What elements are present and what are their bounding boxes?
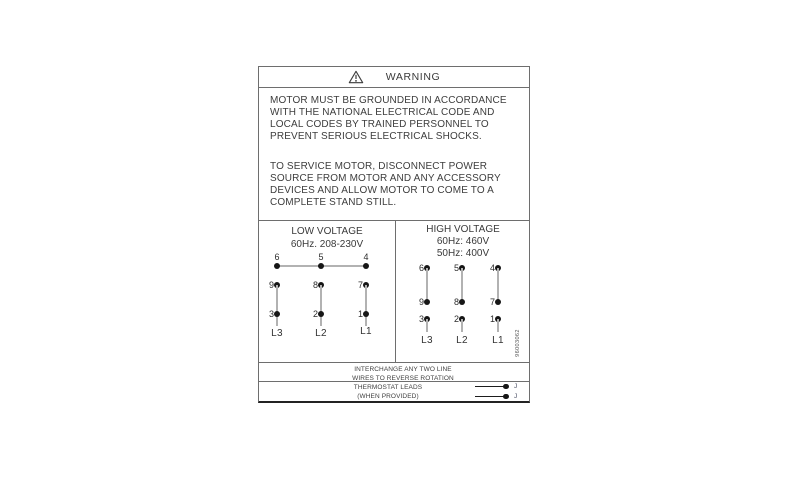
high-voltage-title: [397, 221, 529, 260]
terminal-dot: [363, 263, 369, 269]
terminal-dot: [318, 311, 324, 317]
connector-line: [320, 285, 322, 326]
lead-label: J: [514, 382, 518, 390]
lead-wire-line: [475, 396, 506, 398]
terminal-number: 4: [363, 252, 369, 262]
lead-terminal-dot: [503, 394, 509, 400]
part-number: 96003062: [515, 329, 521, 357]
terminal-dot: [274, 263, 280, 269]
thermostat-note-row: [259, 381, 529, 404]
terminal-number: 3: [268, 309, 274, 319]
warning-title: WARNING: [385, 71, 441, 83]
warning-triangle-icon: [348, 70, 364, 84]
warning-paragraph-grounding: MOTOR MUST BE GROUNDED IN ACCORDANCE WITH THE NATIONAL ELECTRICAL CODE AND LOCAL CODES BY TRAINED PERSONNEL TO PREVENT SERIOUS ELECTRICAL SHOCKS.: [270, 95, 507, 142]
lead-wire-line: [475, 386, 506, 388]
thermostat-lead-symbol: [475, 393, 523, 400]
line-lead-label: L2: [315, 328, 327, 339]
warning-text-section: [259, 88, 529, 220]
high-voltage-title-line: HIGH VOLTAGE: [426, 224, 500, 235]
interchange-note-line1: INTERCHANGE ANY TWO LINE: [354, 365, 452, 373]
terminal-dot: [318, 263, 324, 269]
connector-line: [426, 268, 428, 302]
connector-line: [461, 268, 463, 302]
terminal-dot: [274, 311, 280, 317]
connector-line: [461, 319, 463, 332]
line-lead-label: L1: [360, 326, 372, 337]
connector-line: [426, 319, 428, 332]
interchange-note-row: [259, 362, 529, 381]
connector-line: [365, 285, 367, 326]
line-lead-label: L2: [456, 335, 468, 346]
low-voltage-title: [259, 221, 395, 251]
terminal-number: 8: [312, 280, 318, 290]
motor-warning-label: [258, 66, 530, 403]
voltage-diagrams-section: [259, 220, 529, 362]
high-voltage-panel: [397, 221, 529, 362]
terminal-number: 1: [489, 314, 495, 324]
thermostat-lead-symbol: [475, 383, 523, 390]
terminal-dot: [363, 311, 369, 317]
terminal-number: 8: [453, 297, 459, 307]
terminal-dot: [459, 299, 465, 305]
line-lead-label: L1: [492, 335, 504, 346]
terminal-number: 6: [418, 263, 424, 273]
warning-header: [259, 67, 529, 88]
thermostat-note-line1: THERMOSTAT LEADS: [353, 383, 423, 391]
low-voltage-subtitle: 60Hz. 208-230V: [290, 238, 364, 250]
connector-line: [497, 268, 499, 302]
terminal-number: 2: [453, 314, 459, 324]
terminal-number: 7: [489, 297, 495, 307]
terminal-number: 5: [453, 263, 459, 273]
terminal-number: 7: [357, 280, 363, 290]
terminal-dot: [424, 299, 430, 305]
terminal-number: 3: [418, 314, 424, 324]
high-voltage-subtitle-60hz: 60Hz: 460V: [436, 236, 490, 247]
terminal-number: 6: [274, 252, 280, 262]
terminal-number: 9: [418, 297, 424, 307]
low-voltage-title-line: LOW VOLTAGE: [291, 226, 363, 237]
lead-terminal-dot: [503, 384, 509, 390]
low-voltage-panel: [259, 221, 396, 362]
terminal-number: 4: [489, 263, 495, 273]
thermostat-note-line2: (WHEN PROVIDED): [357, 393, 419, 401]
line-lead-label: L3: [421, 335, 433, 346]
connector-line: [497, 319, 499, 332]
terminal-number: 1: [357, 309, 363, 319]
terminal-number: 2: [312, 309, 318, 319]
terminal-number: 9: [268, 280, 274, 290]
interchange-note-line2: WIRES TO REVERSE ROTATION: [352, 374, 454, 382]
warning-paragraph-service: TO SERVICE MOTOR, DISCONNECT POWER SOURCE FROM MOTOR AND ANY ACCESSORY DEVICES AND ALLOW MOTOR TO COME TO A COMPLETE STAND STILL.: [270, 161, 501, 208]
terminal-dot: [495, 299, 501, 305]
connector-line: [276, 285, 278, 326]
lead-label: J: [514, 392, 518, 400]
high-voltage-subtitle-50hz: 50Hz: 400V: [436, 248, 490, 259]
line-lead-label: L3: [271, 328, 283, 339]
terminal-number: 5: [318, 252, 324, 262]
